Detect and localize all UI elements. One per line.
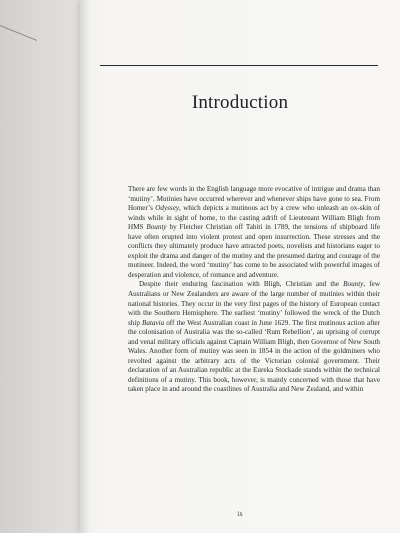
gutter-shadow <box>80 0 90 533</box>
p2-text-a: Despite their enduring fascination with Bligh, Christian and the <box>139 280 344 289</box>
p1-ship-bounty: Bounty <box>146 223 167 232</box>
body-text <box>128 185 380 395</box>
p2-text-c: , few Australians or New Zealanders are aware of the large number of mutinies within their national histories. They occur in the very first pages of the history of European contact with the Southern Hemisphere. The earliest ‘mutiny’ followed the wreck of the Dutch ship <box>128 280 380 327</box>
previous-page-edge <box>0 0 80 533</box>
paragraph-1 <box>128 185 380 280</box>
p1-text-c: , which depicts a mutinous act by a crew who unleash an ox-skin of winds while in sight of home, to the casting adrift of Lieutenant William Bligh from HMS <box>128 204 380 232</box>
p2-ship-batavia: Batavia <box>141 318 165 327</box>
page-number: ix <box>237 510 243 518</box>
p1-title-odyssey: Odyssey <box>155 204 180 213</box>
p2-ship-bounty: Bounty <box>343 280 364 289</box>
book-page <box>80 0 400 533</box>
p2-text-e: off the West Australian coast in June 1629. The first mutinous action after the colonisation of Australia was the so-called ‘Rum Rebellion’, an uprising of corrupt and venal military officials against Captain William Bligh, then Governor of New South Wales. Another form of mutiny was seen in 1854 in the action of the goldminers who revolted against the arbitrary acts of the Victorian colonial government. Their declaration of an Australian republic at the Eureka Stockade stands within the technical definitions of a mutiny. This book, however, is mainly concerned with those that have taken place in and around the coastlines of Australia and New Zealand, and within <box>128 318 380 394</box>
p1-text-a: There are few words in the English language more evocative of intrigue and drama than ‘mutiny’. Mutinies have occurred wherever and whenever ships have gone to sea. From Homer’s <box>128 185 380 213</box>
chapter-title: Introduction <box>191 92 289 113</box>
header-rule <box>100 65 378 66</box>
previous-page-rule <box>0 25 37 41</box>
paragraph-2 <box>128 280 380 395</box>
p1-text-e: by Fletcher Christian off Tahiti in 1789, the tensions of shipboard life have often erupted into violent protest and open insurrection. These stresses and the conflicts they ultimately produce have attracted poets, novelists and historians eager to exploit the drama and danger of the mutiny and the presumed daring and courage of the mutineer. Indeed, the word ‘mutiny’ has come to be associated with powerful images of desperation and violence, of romance and adventure. <box>128 223 380 279</box>
